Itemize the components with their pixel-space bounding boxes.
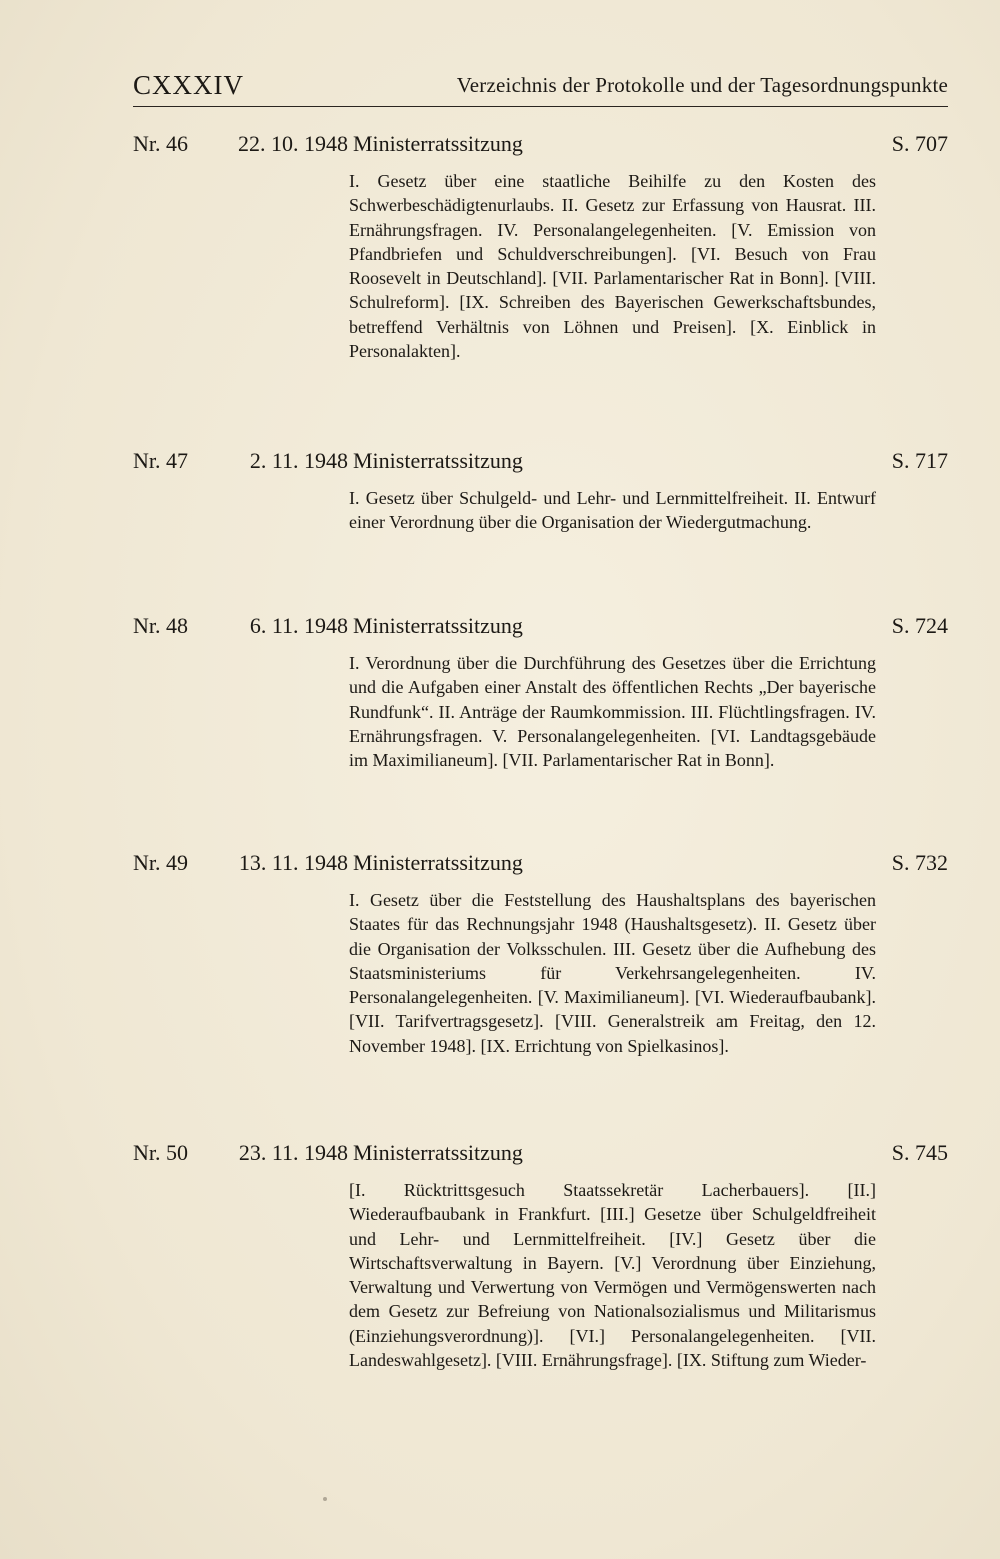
entry-number: Nr. 46 — [133, 131, 188, 156]
entry-page-reference: S. 724 — [891, 613, 948, 638]
entry-date: 2. 11. 1948 — [249, 448, 348, 473]
protocol-entry — [133, 448, 948, 535]
entry-title: Ministerratssitzung — [353, 448, 523, 473]
protocol-entry — [133, 1140, 948, 1372]
entry-number: Nr. 49 — [133, 850, 188, 875]
entry-page-reference: S. 717 — [891, 448, 948, 473]
entry-title: Ministerratssitzung — [353, 850, 523, 875]
entry-agenda: I. Verordnung über die Durchführung des Gesetzes über die Errichtung und die Aufgaben einer Anstalt des öffentlichen Rechts „Der bayerische Rundfunk“. II. Anträge der Raumkommission. III. Flüchtlingsfragen. IV. Ernährungsfragen. V. Personalangelegenheiten. [VI. Landtagsgebäude im Maximilianeum]. [VII. Parlamentarischer Rat in Bonn]. — [349, 653, 876, 771]
protocol-entry — [133, 131, 948, 363]
entry-agenda: I. Gesetz über eine staatliche Beihilfe zu den Kosten des Schwerbeschädigtenurlaubs. II. Gesetz zur Erfassung von Hausrat. III. Ernährungsfragen. IV. Personalangelegenheiten. [V. Emission von Pfandbriefen und Schuldverschreibungen]. [VI. Besuch von Frau Roosevelt in Deutschland]. [VII. Parlamentarischer Rat in Bonn]. [VIII. Schulreform]. [IX. Schreiben des Bayerischen Gewerkschaftsbundes, betreffend Verhältnis von Löhnen und Preisen]. [X. Einblick in Personalakten]. — [349, 171, 876, 362]
entry-page-reference: S. 707 — [891, 131, 948, 156]
protocol-entry — [133, 613, 948, 772]
entry-heading — [133, 448, 948, 482]
entry-heading — [133, 131, 948, 165]
entry-title: Ministerratssitzung — [353, 1140, 523, 1165]
entry-title: Ministerratssitzung — [353, 613, 523, 638]
entry-page-reference: S. 732 — [891, 850, 948, 875]
entry-date: 22. 10. 1948 — [238, 131, 348, 156]
entry-number: Nr. 50 — [133, 1140, 188, 1165]
entry-heading — [133, 1140, 948, 1174]
entry-date: 6. 11. 1948 — [249, 613, 348, 638]
entry-number: Nr. 47 — [133, 448, 188, 473]
paper-speck — [323, 1497, 327, 1501]
entry-title: Ministerratssitzung — [353, 131, 523, 156]
entry-heading — [133, 850, 948, 884]
entry-date: 13. 11. 1948 — [238, 850, 348, 875]
entry-agenda: I. Gesetz über Schulgeld- und Lehr- und Lernmittelfreiheit. II. Entwurf einer Verordnung über die Organisation der Wiedergutmachung. — [349, 488, 876, 533]
protocol-entry — [133, 850, 948, 1058]
page-numeral: CXXXIV — [133, 70, 244, 100]
entry-agenda: I. Gesetz über die Feststellung des Haushaltsplans des bayerischen Staates für das Rechnungsjahr 1948 (Haushaltsgesetz). II. Gesetz über die Organisation der Volksschulen. III. Gesetz über die Aufhebung des Staatsministeriums für Verkehrsangelegenheiten. IV. Personalangelegenheiten. [V. Maximilianeum]. [VI. Wiederaufbaubank]. [VII. Tarifvertragsgesetz]. [VIII. Generalstreik am Freitag, den 12. November 1948]. [IX. Errichtung von Spielkasinos]. — [349, 890, 876, 1056]
running-title: Verzeichnis der Protokolle und der Tagesordnungspunkte — [456, 73, 948, 97]
entry-agenda: [I. Rücktrittsgesuch Staatssekretär Lacherbauers]. [II.] Wiederaufbaubank in Frankfurt. [III.] Gesetze über Schulgeldfreiheit und Lehr- und Lernmittelfreiheit. [IV.] Gesetz über die Wirtschaftsverwaltung in Bayern. [V.] Verordnung über Einziehung, Verwaltung und Verwertung von Vermögen und Vermögenswerten nach dem Gesetz zur Befreiung von Nationalsozialismus und Militarismus (Einziehungsverordnung)]. [VI.] Personalangelegenheiten. [VII. Landeswahlgesetz]. [VIII. Ernährungsfrage]. [IX. Stiftung zum Wieder- — [349, 1180, 876, 1371]
page-header — [133, 66, 948, 107]
entry-number: Nr. 48 — [133, 613, 188, 638]
entry-page-reference: S. 745 — [891, 1140, 948, 1165]
entry-date: 23. 11. 1948 — [238, 1140, 348, 1165]
entry-heading — [133, 613, 948, 647]
